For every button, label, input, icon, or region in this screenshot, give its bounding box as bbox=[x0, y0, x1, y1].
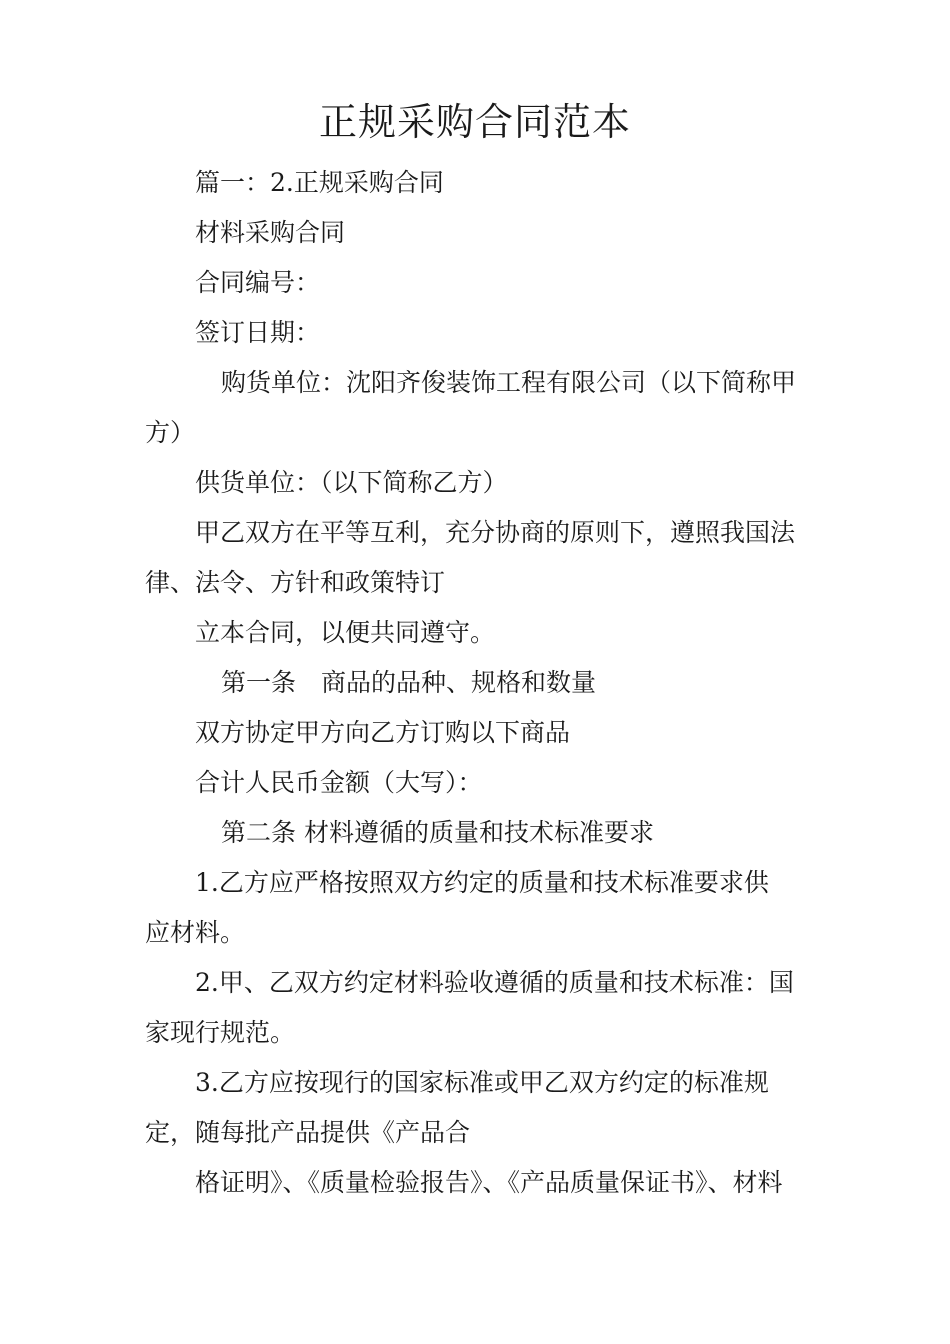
paragraph-line: 应材料。 bbox=[145, 918, 246, 947]
document-body bbox=[145, 158, 810, 1208]
paragraph-line: 立本合同，以便共同遵守。 bbox=[195, 618, 496, 647]
paragraph-line: 格证明》、《质量检验报告》、《产品质量保证书》、材料 bbox=[195, 1168, 783, 1197]
paragraph-line: 供货单位：（以下简称乙方） bbox=[195, 468, 508, 497]
article-heading: 第一条 商品的品种、规格和数量 bbox=[221, 668, 597, 697]
paragraph-line: 2.甲、乙双方约定材料验收遵循的质量和技术标准：国 bbox=[195, 968, 794, 997]
paragraph-line: 合同编号： bbox=[195, 268, 321, 297]
paragraph-line: 甲乙双方在平等互利，充分协商的原则下，遵照我国法 bbox=[195, 518, 796, 547]
paragraph-line: 定，随每批产品提供《产品合 bbox=[145, 1118, 471, 1147]
paragraph-line: 篇一：2.正规采购合同 bbox=[195, 168, 444, 197]
paragraph-line: 方） bbox=[145, 418, 196, 447]
document-title: 正规采购合同范本 bbox=[318, 100, 631, 144]
paragraph-line: 合计人民币金额（大写）： bbox=[195, 768, 483, 797]
paragraph-line: 家现行规范。 bbox=[145, 1018, 296, 1047]
paragraph-line: 签订日期： bbox=[195, 318, 321, 347]
paragraph-line: 材料采购合同 bbox=[195, 218, 346, 247]
paragraph-line: 律、法令、方针和政策特订 bbox=[145, 568, 446, 597]
paragraph-line: 购货单位：沈阳齐俊装饰工程有限公司（以下简称甲 bbox=[221, 368, 797, 397]
paragraph-line: 双方协定甲方向乙方订购以下商品 bbox=[195, 718, 571, 747]
paragraph-line: 1.乙方应严格按照双方约定的质量和技术标准要求供 bbox=[195, 868, 769, 897]
paragraph-line: 3.乙方应按现行的国家标准或甲乙双方约定的标准规 bbox=[195, 1068, 769, 1097]
article-heading: 第二条 材料遵循的质量和技术标准要求 bbox=[221, 818, 654, 847]
